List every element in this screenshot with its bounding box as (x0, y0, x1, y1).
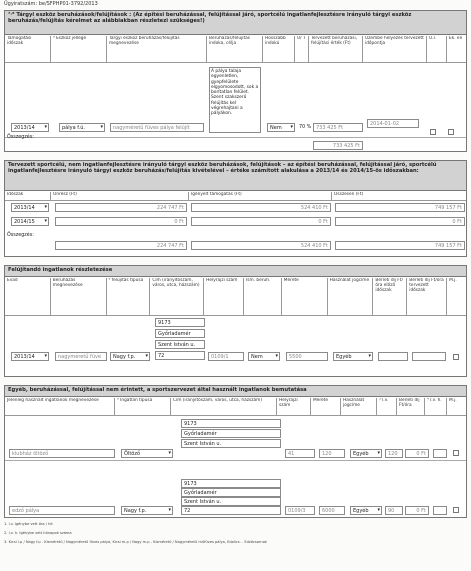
fee-input-2[interactable]: 0 Ft (405, 506, 429, 515)
col-period: Időszak (5, 192, 51, 200)
col-requested: Igényelt támogatás (Ft) (189, 192, 332, 200)
col-invest-name: Beruházás megnevezése (51, 278, 107, 315)
col-ui: U.I. (427, 36, 447, 62)
use-select-1[interactable]: Egyéb ▾ (350, 449, 382, 458)
other-real-estate-row-2 (4, 478, 467, 518)
col-ek: Ék. en (449, 36, 463, 41)
date-input[interactable]: 2014-01-02 (367, 119, 419, 128)
size-input-2[interactable]: 6000 (319, 506, 345, 515)
hrsz-input-2[interactable]: 0109/3 (285, 506, 315, 515)
col-name: Jelenleg használt ingatlanok megnevezése (5, 398, 115, 415)
col-size: Mérete (282, 278, 328, 315)
zip-input-2[interactable]: 9173 (181, 479, 281, 488)
col-ut: Ú/ T (295, 36, 309, 62)
col-date: Üzembe helyezés tervezett időpontja (363, 36, 427, 62)
period-select-1[interactable]: 2013/14 ▾ (11, 203, 49, 212)
name-input-1[interactable]: klubház öltöző (9, 449, 115, 458)
ism-select[interactable]: Nem ▾ (248, 352, 280, 361)
col-mj: M.j. (449, 398, 457, 403)
col-type: ⁹ Eszköz jellege (51, 36, 107, 62)
col-long: Hosszabb indokú (263, 36, 295, 62)
lv-input-2[interactable]: 90 (385, 506, 403, 515)
type-select-1[interactable]: Öltöző ▾ (121, 449, 173, 458)
ui-checkbox[interactable] (430, 129, 436, 135)
mj-checkbox[interactable] (453, 354, 459, 360)
col-fee-plan: Bérleti díj Ft/óra tervezett időszak (407, 278, 447, 315)
fee-plan-input[interactable] (412, 352, 446, 361)
fee-input-1[interactable]: 0 Ft (405, 449, 429, 458)
col-total: Összesen (Ft) (334, 192, 364, 197)
col-use: Használat jogcíme (328, 278, 374, 315)
fee-prev-input[interactable] (378, 352, 408, 361)
period-select-2[interactable]: 2014/15 ▾ (11, 217, 49, 226)
col-ism: Ism. beruh. (244, 278, 282, 315)
non-real-estate-section (4, 160, 467, 257)
col-name: Tárgyi eszköz beruházás/felújítás megnevezése (107, 36, 207, 62)
type-select-2[interactable]: Nagy f.p. ▾ (121, 506, 173, 515)
col-size: Mérete (311, 398, 341, 415)
col-hrsz: Helyrajzi szám (204, 278, 244, 315)
requested-value-2[interactable]: 0 Ft (191, 217, 331, 226)
city-input[interactable]: Győrladamér (155, 329, 205, 338)
col-type: ⁹ Ingatlan típusa (115, 398, 171, 415)
footnote: 3. Kicsi l.p / Nagy f.p - Kisméretű / Nagyméretű füves pálya, Kicsi m.p / Nagy m.p - Kisméretű / Nagyméretű műfüves pálya, Edzőcs. - Edzőcsarnok (4, 540, 267, 545)
sum-value: 733 425 Ft (313, 141, 363, 150)
total-value-1: 749 157 Ft (335, 203, 465, 212)
footnote: 1. l.v. Igénybe vett óra / hó (4, 522, 53, 526)
mj-checkbox-2[interactable] (453, 507, 459, 513)
requested-sum: 524 410 Ft (191, 241, 331, 250)
col-season: Évad (5, 278, 51, 315)
use-select-2[interactable]: Egyéb ▾ (350, 506, 382, 515)
col-mj: M.j. (449, 278, 457, 283)
street-input[interactable]: Szent István u. (155, 340, 205, 349)
asset-name-input[interactable]: nagyméretű füves pálya felújít (110, 123, 204, 132)
hrsz-input-1[interactable]: 41 (285, 449, 315, 458)
total-sum: 749 157 Ft (335, 241, 465, 250)
zip-input[interactable]: 9173 (155, 318, 205, 327)
mj-checkbox-1[interactable] (453, 450, 459, 456)
sum-label: Összegzés: (7, 233, 34, 238)
own-value-1[interactable]: 224 747 Ft (55, 203, 187, 212)
city-input-1[interactable]: Győrladamér (181, 429, 281, 438)
street-input-1[interactable]: Szent István u. (181, 439, 281, 448)
col-reason: Beruházás/felújítás indoka, célja (207, 36, 263, 62)
section-title: ⁷·⁸ Tárgyi eszköz beruházások/felújítások : (Az építési beruházással, felújítással járó, sportcélú ingatlanfejlesztésre irányuló tárgyi eszköz beruházás/felújítás kérelmet az alábbiakban részletezi szükséges!) (5, 11, 466, 35)
section-title: Tervezett sportcélú, nem ingatlanfejlesztésre irányuló tárgyi eszköz beruházások, felújítások – az építési beruházással, felújítással járó, sportcélú ingatlanfejlesztésre irányuló tárgyi eszköz beruházás/felújítás kivételével – értéke számított alakulása a 2013/14 és 2014/15-ös időszakban: (5, 161, 466, 191)
column-headers (5, 278, 466, 316)
size-input[interactable]: 5500 (286, 352, 328, 361)
use-select[interactable]: Egyéb ▾ (333, 352, 373, 361)
own-value-2[interactable]: 0 Ft (55, 217, 187, 226)
section-title: Egyéb, beruházással, felújítással nem érintett, a sportszervezet által használt ingatlanok bemutatása (5, 386, 466, 397)
lvh-input-2[interactable] (433, 506, 447, 515)
total-value-2: 0 Ft (335, 217, 465, 226)
col-own: Önrész (Ft) (51, 192, 189, 200)
ut-value: 70 % (299, 125, 312, 130)
house-no-input-2[interactable]: 72 (181, 506, 281, 515)
house-no-input[interactable]: 72 (155, 351, 205, 360)
own-sum: 224 747 Ft (55, 241, 187, 250)
season-select[interactable]: 2013/14 ▾ (11, 352, 49, 361)
lv-input-1[interactable]: 120 (385, 449, 403, 458)
size-input-1[interactable]: 120 (319, 449, 345, 458)
ek-checkbox[interactable] (448, 129, 454, 135)
requested-value-1[interactable]: 524 410 Ft (191, 203, 331, 212)
sum-label-visible: Összegzés: (7, 135, 34, 140)
zip-input-1[interactable]: 9173 (181, 419, 281, 428)
col-period: Támogatási időszak (5, 36, 51, 62)
column-headers (5, 36, 466, 63)
col-hrsz: Helyrajzi szám (277, 398, 311, 415)
col-fee-prev: Bérleti díj Ft/óra előző időszak (373, 278, 407, 315)
col-address: Cím (irányítószám, város, utca, házszám) (150, 278, 204, 315)
street-input-2[interactable]: Szent István u. (181, 497, 281, 506)
name-input-2[interactable]: edző pálya (9, 506, 115, 515)
col-value: Tervezett beruházási, felújítási érték (Ft) (309, 36, 363, 62)
renovated-real-estate-section (4, 265, 467, 377)
hrsz-input[interactable]: 0109/1 (208, 352, 244, 361)
value-input[interactable]: 733 425 Ft (313, 123, 363, 132)
col-address: Cím (irányítószám, város, utca, házszám) (171, 398, 277, 415)
section-title: Felújítandó ingatlanok részletezése (5, 266, 466, 277)
asset-investments-section (4, 10, 467, 152)
lvh-input-1[interactable] (433, 449, 447, 458)
col-lvh: ⁴ l.v. h. (425, 398, 447, 415)
footnote: 2. l.v. h. Igénybe vett hónapok száma (4, 531, 72, 536)
renov-type-select[interactable]: Nagy f.p. ▾ (110, 352, 150, 361)
column-headers (5, 398, 466, 416)
invest-name-input[interactable]: nagyméretű füve (55, 352, 107, 361)
asset-type-select[interactable]: pálya f.ú. ▾ (59, 123, 105, 132)
footnotes (4, 522, 467, 549)
col-use: Használat jogcíme (341, 398, 377, 415)
column-headers (5, 192, 466, 201)
reason-textarea[interactable]: A pálya talaja egyenletlen, gyepfelülete elgyomosodott, sok a borítatlan felület. Szent szakszerű felújítás kel végrehajtani a pályákon. (209, 67, 261, 133)
col-lv: ³ l.v. (377, 398, 397, 415)
col-renov-type: ⁹ felújítás típusa (107, 278, 151, 315)
reference-number: Ügyiratszám: be/SFPHP01-3792/2013 (4, 1, 98, 7)
city-input-2[interactable]: Győrladamér (181, 488, 281, 497)
long-select[interactable]: Nem ▾ (267, 123, 295, 132)
other-real-estate-section (4, 385, 467, 489)
period-select[interactable]: 2013/14 ▾ (11, 123, 49, 132)
col-fee: Bérleti díj Ft/óra (397, 398, 425, 415)
